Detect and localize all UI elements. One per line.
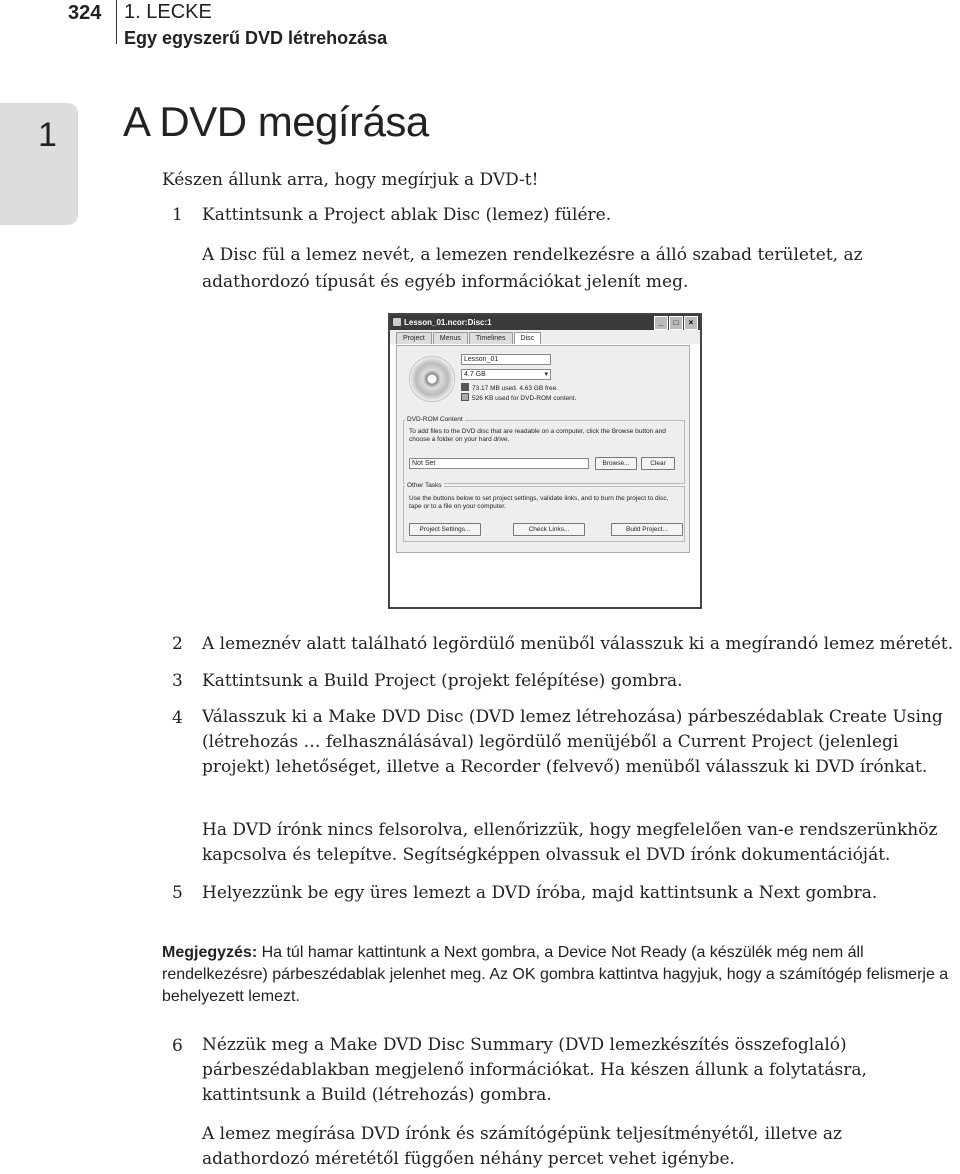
rom-swatch [461, 393, 469, 401]
used-text: 73.17 MB used. 4.63 GB free. [472, 385, 558, 392]
lesson-label: 1. LECKE [124, 1, 212, 23]
tab-bar [390, 330, 700, 344]
step-number: 3 [172, 671, 183, 691]
other-tasks-description: Use the buttons below to set project settings, validate links, and to burn the project to disc, tape or to a file on your computer. [409, 495, 669, 510]
tab-disc[interactable]: Disc [514, 332, 542, 344]
tab-timelines[interactable]: Timelines [469, 332, 513, 344]
disc-name-input[interactable]: Lesson_01 [461, 354, 551, 365]
step-text: Kattintsunk a Project ablak Disc (lemez) fülére. [202, 205, 612, 225]
check-links-button[interactable]: Check Links... [513, 523, 585, 536]
app-icon [393, 318, 401, 326]
disc-pane [396, 345, 690, 553]
step-3 [172, 668, 682, 695]
step-2 [172, 631, 953, 658]
dvdrom-path-field[interactable]: Not Set [409, 458, 589, 469]
build-project-button[interactable]: Build Project... [611, 523, 683, 536]
dvdrom-group-title: DVD-ROM Content [407, 416, 463, 423]
maximize-icon[interactable]: □ [669, 316, 683, 330]
step-text: A lemeznév alatt található legördülő menüből válasszuk ki a megírandó lemez méretét. [202, 634, 954, 654]
disc-size-value: 4.7 GB [464, 371, 486, 378]
step-number: 5 [172, 883, 183, 903]
page-number: 324 [68, 2, 102, 24]
step-4-detail: Ha DVD írónk nincs felsorolva, ellenőrizzük, hogy megfelelően van-e rendszerünkhöz kapcsolva és telepítve. Segítségképpen olvassuk el DVD írónk dokumentációját. [202, 820, 938, 865]
lesson-subtitle: Egy egyszerű DVD létrehozása [124, 28, 388, 48]
tab-menus[interactable]: Menus [433, 332, 468, 344]
disc-window-screenshot [388, 313, 702, 609]
step-text: Kattintsunk a Build Project (projekt felépítése) gombra. [202, 671, 683, 691]
header-divider [116, 0, 117, 44]
chevron-down-icon: ▾ [544, 371, 548, 378]
tab-project[interactable]: Project [396, 332, 432, 344]
clear-button[interactable]: Clear [641, 457, 675, 470]
step-number: 2 [172, 634, 183, 654]
project-settings-button[interactable]: Project Settings... [409, 523, 481, 536]
close-icon[interactable]: × [684, 316, 698, 330]
section-title: A DVD megírása [123, 98, 429, 145]
step-number: 6 [172, 1036, 183, 1056]
note-box [162, 942, 952, 1008]
step-6-detail: A lemez megírása DVD írónk és számítógépünk teljesítményétől, illetve az adathordozó méretétől függően néhány percet vehet igénybe. [202, 1124, 843, 1169]
disc-size-select[interactable] [461, 369, 551, 380]
step-6-text: Nézzük meg a Make DVD Disc Summary (DVD lemezkészítés összefoglaló) párbeszédablakban megjelenő információkat. Ha készen állunk a folytatásra, kattintsunk a Build (létrehozás) gombra. [202, 1035, 867, 1105]
step-1-detail: A Disc fül a lemez nevét, a lemezen rendelkezésre a álló szabad területet, az adathordozó típusát és egyéb információkat jelenít meg. [202, 245, 863, 292]
step-number: 1 [172, 205, 183, 225]
step-6-number [172, 1033, 202, 1060]
intro-text: Készen állunk arra, hogy megírjuk a DVD-t! [162, 170, 539, 190]
chapter-number: 1 [38, 116, 57, 154]
step-number: 4 [172, 708, 183, 728]
minimize-icon[interactable]: _ [654, 316, 668, 330]
step-4-text: Válasszuk ki a Make DVD Disc (DVD lemez létrehozása) párbeszédablak Create Using (létrehozás … felhasználásával) legördülő menüjéből a Current Project (jelenlegi projekt) lehetőséget, illetve a Recorder (felvevő) menüből válasszuk ki DVD írónkat. [202, 707, 943, 777]
disc-icon [409, 356, 455, 402]
browse-button[interactable]: Browse... [595, 457, 637, 470]
step-4-number [172, 705, 202, 732]
window-titlebar [390, 315, 700, 330]
step-5 [172, 880, 877, 907]
rom-text: 526 KB used for DVD-ROM content. [472, 395, 577, 402]
usage-legend-rom [461, 393, 576, 404]
step-text: Helyezzünk be egy üres lemezt a DVD íróba, majd kattintsunk a Next gombra. [202, 883, 878, 903]
dvdrom-description: To add files to the DVD disc that are readable on a computer, click the Browse button and choose a folder on your hard drive. [409, 428, 666, 443]
window-title: Lesson_01.ncor:Disc:1 [404, 318, 492, 327]
note-text: Ha túl hamar kattintunk a Next gombra, a Device Not Ready (a készülék még nem áll rendelkezésre) párbeszédablak jelenhet meg. Az OK gombra kattintva hagyjuk, hogy a számítógép felismerje a behelyezett lemezt. [162, 944, 949, 1005]
step-1 [172, 202, 611, 229]
used-swatch [461, 383, 469, 391]
note-label: Megjegyzés: [162, 944, 258, 961]
other-tasks-title: Other Tasks [407, 482, 442, 489]
